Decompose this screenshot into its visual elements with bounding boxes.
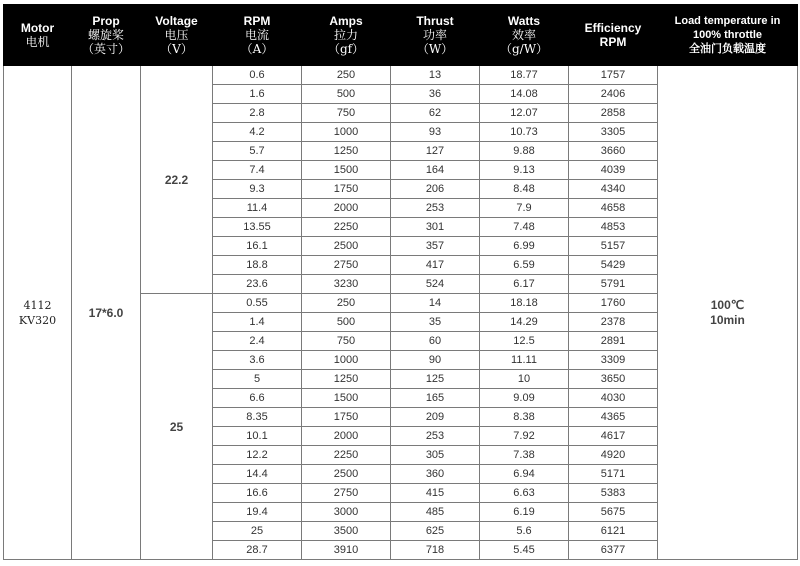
rpm-cell: 8.35	[213, 408, 302, 427]
header-load-temperature: Load temperature in 100% throttle 全油门负载温度	[658, 5, 798, 66]
thrust-cell: 524	[391, 275, 480, 294]
efficiency-cell: 4039	[569, 161, 658, 180]
watts-cell: 18.18	[480, 294, 569, 313]
thrust-cell: 165	[391, 389, 480, 408]
rpm-cell: 2.8	[213, 104, 302, 123]
amps-cell: 2750	[302, 484, 391, 503]
efficiency-cell: 1757	[569, 66, 658, 85]
rpm-cell: 28.7	[213, 541, 302, 560]
rpm-cell: 5.7	[213, 142, 302, 161]
watts-cell: 7.38	[480, 446, 569, 465]
efficiency-cell: 5383	[569, 484, 658, 503]
watts-cell: 12.5	[480, 332, 569, 351]
efficiency-cell: 4853	[569, 218, 658, 237]
thrust-cell: 253	[391, 427, 480, 446]
thrust-cell: 415	[391, 484, 480, 503]
amps-cell: 2000	[302, 199, 391, 218]
efficiency-cell: 5675	[569, 503, 658, 522]
watts-cell: 12.07	[480, 104, 569, 123]
watts-cell: 6.59	[480, 256, 569, 275]
thrust-cell: 62	[391, 104, 480, 123]
thrust-cell: 417	[391, 256, 480, 275]
rpm-cell: 11.4	[213, 199, 302, 218]
amps-cell: 2500	[302, 465, 391, 484]
header-row	[4, 5, 798, 66]
watts-cell: 6.19	[480, 503, 569, 522]
motor-model-cell	[4, 66, 72, 560]
rpm-cell: 25	[213, 522, 302, 541]
amps-cell: 2500	[302, 237, 391, 256]
rpm-cell: 3.6	[213, 351, 302, 370]
efficiency-cell: 4030	[569, 389, 658, 408]
rpm-cell: 1.6	[213, 85, 302, 104]
thrust-cell: 357	[391, 237, 480, 256]
header-prop: Prop 螺旋桨 （英寸）	[72, 5, 141, 66]
rpm-cell: 4.2	[213, 123, 302, 142]
watts-cell: 11.11	[480, 351, 569, 370]
thrust-cell: 125	[391, 370, 480, 389]
efficiency-cell: 4658	[569, 199, 658, 218]
thrust-cell: 625	[391, 522, 480, 541]
table-body	[4, 66, 798, 560]
header-efficiency: Efficiency RPM	[569, 5, 658, 66]
amps-cell: 3230	[302, 275, 391, 294]
header-thrust: Thrust 功率 （W）	[391, 5, 480, 66]
efficiency-cell: 5791	[569, 275, 658, 294]
thrust-cell: 35	[391, 313, 480, 332]
efficiency-cell: 4920	[569, 446, 658, 465]
efficiency-cell: 4340	[569, 180, 658, 199]
thrust-cell: 93	[391, 123, 480, 142]
thrust-cell: 164	[391, 161, 480, 180]
amps-cell: 750	[302, 332, 391, 351]
efficiency-cell: 5171	[569, 465, 658, 484]
amps-cell: 500	[302, 313, 391, 332]
watts-cell: 18.77	[480, 66, 569, 85]
watts-cell: 7.92	[480, 427, 569, 446]
header-watts: Watts 效率 （g/W）	[480, 5, 569, 66]
voltage-cell: 25	[141, 294, 213, 560]
rpm-cell: 18.8	[213, 256, 302, 275]
rpm-cell: 16.1	[213, 237, 302, 256]
amps-cell: 1750	[302, 180, 391, 199]
amps-cell: 500	[302, 85, 391, 104]
table-row	[4, 66, 798, 85]
thrust-cell: 485	[391, 503, 480, 522]
watts-cell: 5.6	[480, 522, 569, 541]
amps-cell: 1250	[302, 142, 391, 161]
thrust-cell: 305	[391, 446, 480, 465]
efficiency-cell: 2858	[569, 104, 658, 123]
header-amps: Amps 拉力 （gf）	[302, 5, 391, 66]
watts-cell: 7.48	[480, 218, 569, 237]
amps-cell: 1000	[302, 351, 391, 370]
watts-cell: 9.13	[480, 161, 569, 180]
amps-cell: 1000	[302, 123, 391, 142]
thrust-cell: 209	[391, 408, 480, 427]
efficiency-cell: 3309	[569, 351, 658, 370]
amps-cell: 2750	[302, 256, 391, 275]
watts-cell: 8.38	[480, 408, 569, 427]
amps-cell: 1500	[302, 161, 391, 180]
rpm-cell: 7.4	[213, 161, 302, 180]
watts-cell: 9.88	[480, 142, 569, 161]
rpm-cell: 13.55	[213, 218, 302, 237]
efficiency-cell: 4617	[569, 427, 658, 446]
amps-cell: 2250	[302, 218, 391, 237]
amps-cell: 1250	[302, 370, 391, 389]
rpm-cell: 14.4	[213, 465, 302, 484]
watts-cell: 6.63	[480, 484, 569, 503]
amps-cell: 2000	[302, 427, 391, 446]
rpm-cell: 6.6	[213, 389, 302, 408]
load-duration-value: 10min	[710, 312, 745, 327]
efficiency-cell: 3650	[569, 370, 658, 389]
amps-cell: 3500	[302, 522, 391, 541]
motor-model-number: 4112	[23, 298, 52, 312]
voltage-cell: 22.2	[141, 66, 213, 294]
amps-cell: 1750	[302, 408, 391, 427]
efficiency-cell: 3660	[569, 142, 658, 161]
watts-cell: 8.48	[480, 180, 569, 199]
efficiency-cell: 3305	[569, 123, 658, 142]
amps-cell: 2250	[302, 446, 391, 465]
watts-cell: 14.08	[480, 85, 569, 104]
rpm-cell: 12.2	[213, 446, 302, 465]
watts-cell: 9.09	[480, 389, 569, 408]
watts-cell: 6.17	[480, 275, 569, 294]
efficiency-cell: 6377	[569, 541, 658, 560]
thrust-cell: 90	[391, 351, 480, 370]
thrust-cell: 301	[391, 218, 480, 237]
watts-cell: 5.45	[480, 541, 569, 560]
thrust-cell: 36	[391, 85, 480, 104]
rpm-cell: 5	[213, 370, 302, 389]
watts-cell: 6.99	[480, 237, 569, 256]
thrust-cell: 253	[391, 199, 480, 218]
watts-cell: 6.94	[480, 465, 569, 484]
efficiency-cell: 4365	[569, 408, 658, 427]
header-motor: Motor 电机	[4, 5, 72, 66]
thrust-cell: 14	[391, 294, 480, 313]
rpm-cell: 0.55	[213, 294, 302, 313]
load-temperature-value: 100℃	[710, 297, 745, 312]
motor-spec-table	[3, 4, 798, 560]
amps-cell: 250	[302, 66, 391, 85]
rpm-cell: 0.6	[213, 66, 302, 85]
rpm-cell: 1.4	[213, 313, 302, 332]
efficiency-cell: 5429	[569, 256, 658, 275]
rpm-cell: 23.6	[213, 275, 302, 294]
amps-cell: 3000	[302, 503, 391, 522]
efficiency-cell: 2891	[569, 332, 658, 351]
motor-kv-rating: KV320	[18, 313, 57, 327]
amps-cell: 250	[302, 294, 391, 313]
efficiency-cell: 2378	[569, 313, 658, 332]
watts-cell: 14.29	[480, 313, 569, 332]
efficiency-cell: 5157	[569, 237, 658, 256]
watts-cell: 10.73	[480, 123, 569, 142]
amps-cell: 3910	[302, 541, 391, 560]
watts-cell: 10	[480, 370, 569, 389]
header-voltage: Voltage 电压 （V）	[141, 5, 213, 66]
rpm-cell: 9.3	[213, 180, 302, 199]
thrust-cell: 206	[391, 180, 480, 199]
efficiency-cell: 6121	[569, 522, 658, 541]
rpm-cell: 10.1	[213, 427, 302, 446]
thrust-cell: 60	[391, 332, 480, 351]
thrust-cell: 360	[391, 465, 480, 484]
header-rpm: RPM 电流 （A）	[213, 5, 302, 66]
rpm-cell: 16.6	[213, 484, 302, 503]
load-temperature-cell	[658, 66, 798, 560]
thrust-cell: 718	[391, 541, 480, 560]
rpm-cell: 19.4	[213, 503, 302, 522]
thrust-cell: 127	[391, 142, 480, 161]
efficiency-cell: 1760	[569, 294, 658, 313]
rpm-cell: 2.4	[213, 332, 302, 351]
efficiency-cell: 2406	[569, 85, 658, 104]
prop-size-cell: 17*6.0	[72, 66, 141, 560]
amps-cell: 1500	[302, 389, 391, 408]
thrust-cell: 13	[391, 66, 480, 85]
watts-cell: 7.9	[480, 199, 569, 218]
amps-cell: 750	[302, 104, 391, 123]
